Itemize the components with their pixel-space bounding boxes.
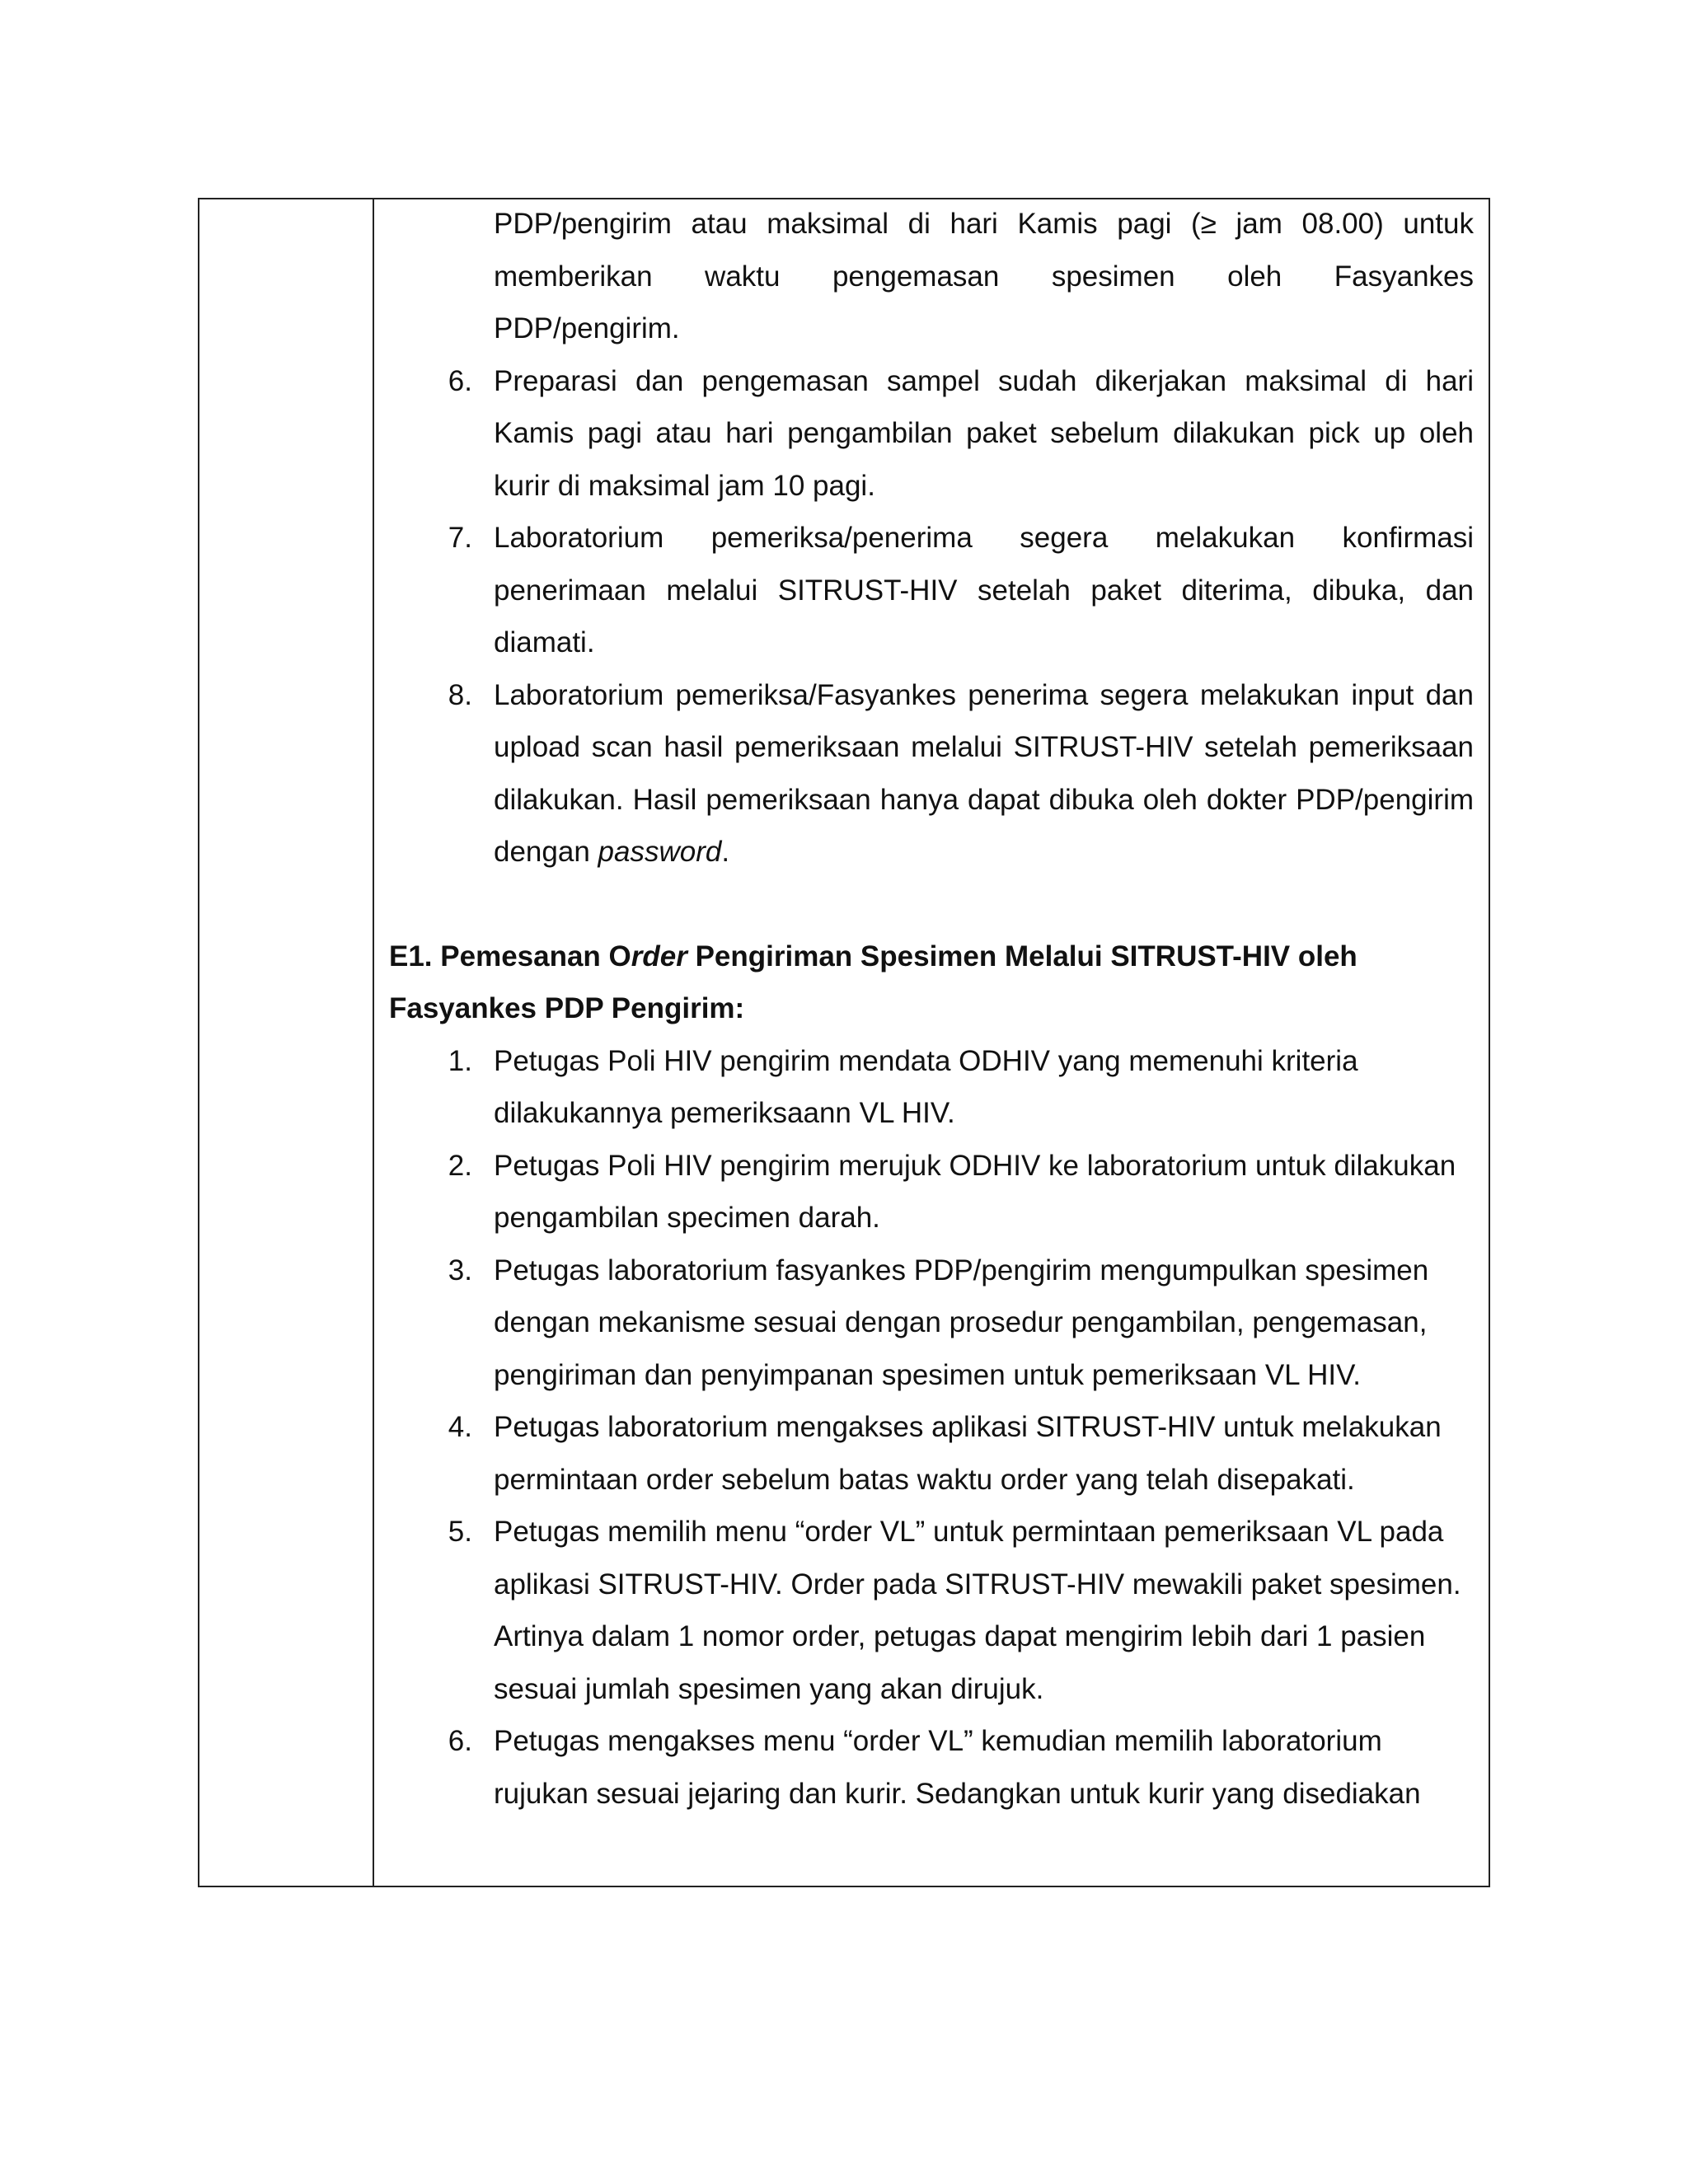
continuation-line-3: PDP/pengirim. [494, 312, 680, 344]
list-number: 8. [448, 678, 472, 711]
list-item [389, 1401, 1474, 1506]
list-text: Laboratorium pemeriksa/Fasyankes penerima segera melakukan input dan upload scan hasil pemeriksaan melalui SITRUST-HIV setelah pemeriksaan dilakukan. Hasil pemeriksaan hanya dapat dibuka oleh dokter PDP/pengirim dengan password. [494, 678, 1474, 868]
left-empty-cell [199, 199, 373, 1886]
list-text: Petugas laboratorium fasyankes PDP/pengirim mengumpulkan spesimen dengan mekanisme sesuai dengan prosedur pengambilan, pengemasan, pengiriman dan penyimpanan spesimen untuk pemeriksaan VL HIV. [494, 1254, 1429, 1391]
list-number: 1. [448, 1044, 472, 1077]
list-number: 5. [448, 1516, 472, 1548]
list-text: Preparasi dan pengemasan sampel sudah dikerjakan maksimal di hari Kamis pagi atau hari pengambilan paket sebelum dilakukan pick up oleh kurir di maksimal jam 10 pagi. [494, 364, 1474, 502]
list-text: Petugas memilih menu “order VL” untuk permintaan pemeriksaan VL pada aplikasi SITRUST-HIV. Order pada SITRUST-HIV mewakili paket spesimen. Artinya dalam 1 nomor order, petugas dapat mengirim lebih dari 1 pasien sesuai jumlah spesimen yang akan dirujuk. [494, 1516, 1461, 1705]
cell-content [389, 199, 1474, 1820]
list-number: 2. [448, 1149, 472, 1182]
document-table [198, 198, 1490, 1887]
list-item [389, 669, 1474, 879]
list-item [389, 512, 1474, 669]
list-text: Petugas Poli HIV pengirim mendata ODHIV yang memenuhi kriteria dilakukannya pemeriksaann VL HIV. [494, 1044, 1358, 1129]
list-text: Petugas Poli HIV pengirim merujuk ODHIV ke laboratorium untuk dilakukan pengambilan specimen darah. [494, 1149, 1456, 1234]
continuation-line-2: memberikan waktu pengemasan spesimen oleh Fasyankes [494, 260, 1474, 293]
list-text: Laboratorium pemeriksa/penerima segera melakukan konfirmasi penerimaan melalui SITRUST-HIV setelah paket diterima, dibuka, dan diamati. [494, 522, 1474, 658]
section-heading [389, 930, 1474, 1035]
list-item [389, 1035, 1474, 1140]
right-content-cell [374, 199, 1489, 1886]
list-item [389, 1506, 1474, 1715]
list-item [389, 1715, 1474, 1820]
list-text: Petugas laboratorium mengakses aplikasi SITRUST-HIV untuk melakukan permintaan order sebelum batas waktu order yang telah disepakati. [494, 1411, 1442, 1496]
list-number: 3. [448, 1254, 472, 1286]
heading-line-2: Fasyankes PDP Pengirim: [389, 992, 745, 1024]
list-item [389, 1244, 1474, 1402]
heading-line-1: E1. Pemesanan Order Pengiriman Spesimen Melalui SITRUST-HIV oleh [389, 940, 1357, 972]
list-number: 6. [448, 364, 472, 397]
list-text: Petugas mengakses menu “order VL” kemudian memilih laboratorium rujukan sesuai jejaring dan kurir. Sedangkan untuk kurir yang disediakan [494, 1725, 1421, 1810]
list-number: 7. [448, 522, 472, 554]
continuation-line-1: PDP/pengirim atau maksimal di hari Kamis pagi (≥ jam 08.00) untuk [494, 208, 1474, 240]
list-item [389, 1140, 1474, 1244]
list-item [389, 355, 1474, 513]
list-number: 6. [448, 1725, 472, 1757]
list-number: 4. [448, 1411, 472, 1443]
